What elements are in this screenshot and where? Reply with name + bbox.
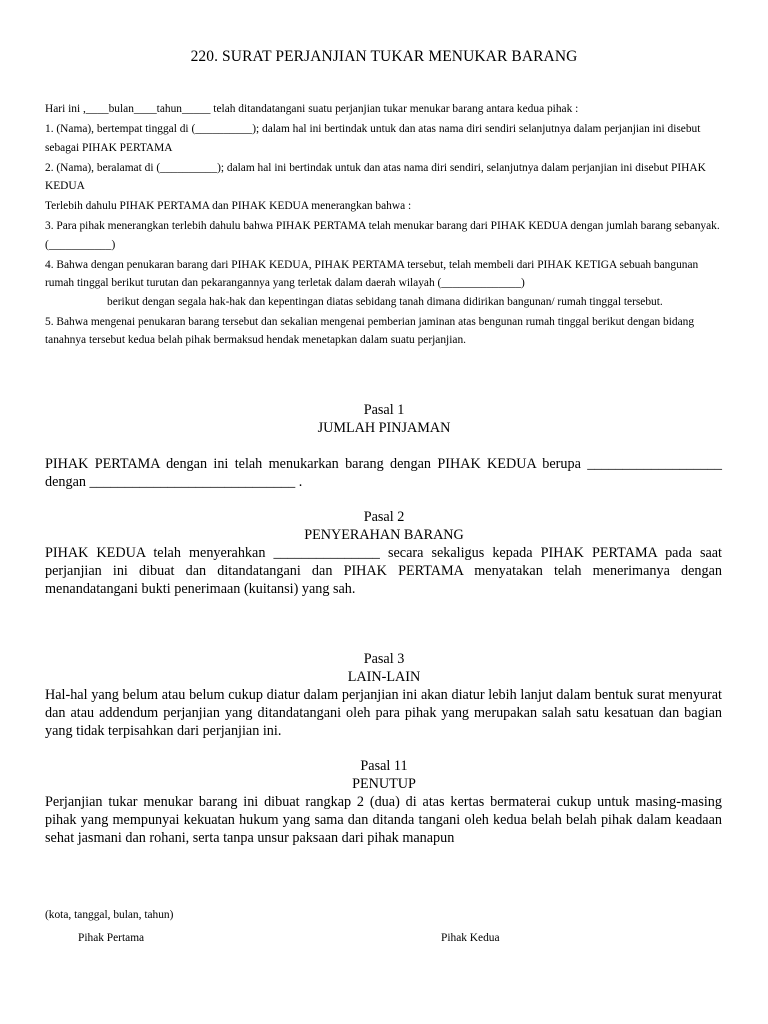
intro-statement: Terlebih dahulu PIHAK PERTAMA dan PIHAK KEDUA menerangkan bahwa : (45, 200, 412, 212)
intro-party-one: 1. (Nama), bertempat tinggal di (__________); dalam hal ini bertindak untuk dan atas nama diri sendiri selanjutnya dalam perjanjian ini disebut sebagai PIHAK PERTAMA (45, 123, 701, 154)
pasal-1-paragraph: PIHAK PERTAMA dengan ini telah menukarkan barang dengan PIHAK KEDUA berupa ___________________ dengan _____________________________ . (45, 456, 722, 490)
pasal-3-heading: LAIN-LAIN (347, 669, 421, 685)
intro-section (45, 100, 725, 350)
document-title: 220. SURAT PERJANJIAN TUKAR MENUKAR BARANG (190, 48, 578, 65)
pasal-11-paragraph: Perjanjian tukar menukar barang ini dibuat rangkap 2 (dua) di atas kertas bermaterai cukup untuk masing-masing pihak yang mempunyai kekuatan hukum yang sama dan ditanda tangani oleh kedua belah belah pihak dalam keadaan sehat jasmani dan rohani, serta tanpa unsur paksaan dari pihak manapun (45, 794, 722, 846)
intro-opening: Hari ini ,____bulan____tahun_____ telah ditandatangani suatu perjanjian tukar menukar barang antara kedua pihak : (45, 103, 579, 115)
pasal-1-heading: JUMLAH PINJAMAN (317, 420, 451, 436)
pasal-11-heading: PENUTUP (352, 776, 416, 792)
intro-point-four-first: 4. Bahwa dengan penukaran barang dari PIHAK KEDUA, PIHAK PERTAMA tersebut, telah membeli dari PIHAK KETIGA sebuah bangunan rumah tinggal berikut turutan dan pekarangannya yang terletak dalam daerah wilayah (______________) (45, 258, 699, 289)
pasal-11-number: Pasal 11 (360, 758, 408, 774)
intro-point-three: 3. Para pihak menerangkan terlebih dahulu bahwa PIHAK PERTAMA telah menukar barang dari PIHAK KEDUA dengan jumlah barang sebanyak.(___________) (45, 220, 720, 251)
pasal-2-number: Pasal 2 (363, 509, 405, 525)
intro-point-four-rest: berikut dengan segala hak-hak dan kepentingan diatas sebidang tanah dimana didirikan bangunan/ rumah tinggal tersebut. (107, 295, 663, 308)
pasal-3-text (45, 686, 722, 740)
intro-point-five: 5. Bahwa mengenai penukaran barang tersebut dan sekalian mengenai pemberian jaminan atas bengunan rumah tinggal berikut dengan bidang tanahnya tersebut kedua belah pihak bermaksud hendak menetapkan dalam suatu perjanjian. (45, 315, 695, 346)
pasal-1-text (45, 455, 722, 491)
second-party-label: Pihak Kedua (441, 932, 500, 944)
pasal-2-heading: PENYERAHAN BARANG (304, 527, 464, 543)
pasal-1-number: Pasal 1 (363, 402, 405, 418)
pasal-3-paragraph: Hal-hal yang belum atau belum cukup diatur dalam perjanjian ini akan diatur lebih lanjut dalam bentuk surat menyurat dan atau addendum perjanjian yang ditandatangani oleh para pihak yang merupakan salah satu kesatuan dan bagian yang tidak terpisahkan dari perjanjian ini. (45, 687, 722, 739)
first-party-label: Pihak Pertama (78, 932, 145, 944)
intro-point-four (45, 256, 725, 312)
intro-party-two: 2. (Nama), beralamat di (__________); dalam hal ini bertindak untuk dan atas nama diri sendiri, selanjutnya dalam perjanjian ini disebut PIHAK KEDUA (45, 161, 706, 192)
pasal-3-number: Pasal 3 (363, 651, 405, 667)
pasal-11-text (45, 793, 722, 847)
pasal-2-paragraph: PIHAK KEDUA telah menyerahkan _______________ secara sekaligus kepada PIHAK PERTAMA pada saat perjanjian ini dibuat dan ditandatangani dan PIHAK PERTAMA menyatakan telah menerimanya dengan menandatangani bukti penerimaan (kuitansi) yang sah. (45, 545, 722, 597)
place-date-line: (kota, tanggal, bulan, tahun) (45, 909, 174, 921)
pasal-2-text (45, 544, 722, 598)
